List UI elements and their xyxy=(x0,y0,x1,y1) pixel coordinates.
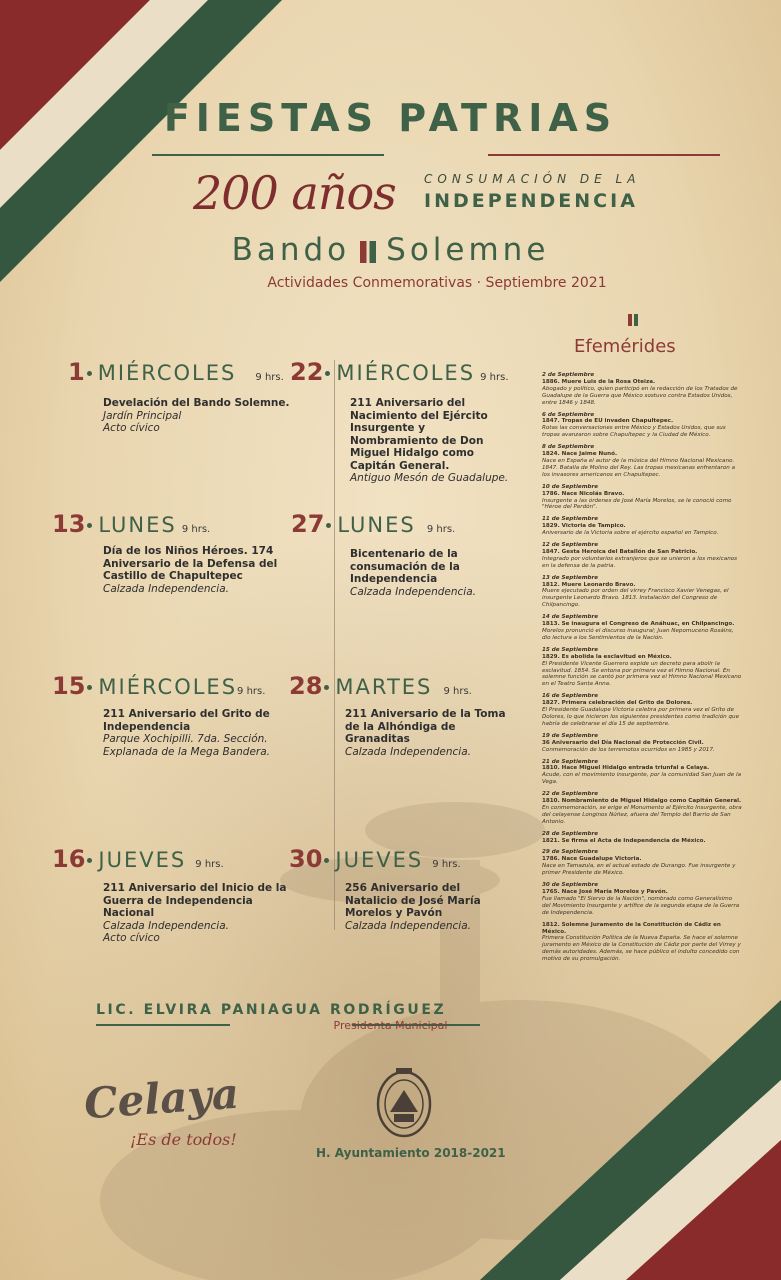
efemeride-note: Nace en Tamazula, en el actual estado de Durango. Fue insurgente y primer Presidente de México. xyxy=(542,863,736,877)
event-header xyxy=(289,845,461,873)
efemeride-note: En conmemoración, se erige el Monumento al Ejército Insurgente, obra del celayense Longinos Núñez, afuera del Templo del Barrio de San Antonio. xyxy=(542,804,742,825)
bullet-icon xyxy=(326,523,331,528)
efemeride-date: 15 de Septiembre xyxy=(542,646,599,653)
bullet-icon xyxy=(324,685,329,690)
event-day-number: 22 xyxy=(290,358,324,386)
efemeride-note: Aniversario de la Victoria sobre el ejército español en Tampico. xyxy=(542,530,719,537)
efemeride-date: 13 de Septiembre xyxy=(542,574,599,581)
efemeride-event: 1821. Se firma el Acta de Independencia de México. xyxy=(542,837,706,844)
event-details xyxy=(350,397,515,485)
event-weekday: MIÉRCOLES xyxy=(336,361,476,385)
divider-right xyxy=(488,154,720,156)
event-header xyxy=(290,358,509,386)
event-day-number: 13 xyxy=(52,510,86,538)
efemeride-note: El Presidente Guadalupe Victoria celebra por primera vez el Grito de Dolores, lo que hicieron los siguientes presidentes como tradición que habría de celebrarse el día 15 de septiembre. xyxy=(542,707,740,727)
efemeride-note: Morelos pronunció el discurso inaugural; Juan Nepomuceno Rosáins, dio lectura a los Sentimientos de la Nación. xyxy=(542,628,734,641)
municipal-crest-icon xyxy=(374,1064,434,1140)
event-place: Parque Xochipilli. 7da. Sección. xyxy=(103,733,268,745)
event-place: Calzada Independencia. xyxy=(103,582,229,595)
event-title: 211 Aniversario del Inicio de la Guerra de Independencia Nacional xyxy=(103,882,287,919)
anniversary-label: 200 años xyxy=(193,166,396,220)
efemeride-note: Rotas las conversaciones entre México y Estados Unidos, que sus tropas avanzaron sobre Chapultepec y la Ciudad de México. xyxy=(542,425,726,439)
event-details xyxy=(345,708,510,758)
efemeride-date: 28 de Septiembre xyxy=(542,830,599,837)
efemeride-event: 1829. Victoria de Tampico. xyxy=(542,523,626,530)
event-time: 9 hrs. xyxy=(480,372,509,383)
bullet-icon xyxy=(325,371,330,376)
efemeride-note: Insurgente a las órdenes de José María Morelos, se le conoció como "Héroe del Perdón". xyxy=(542,497,732,511)
divider-left xyxy=(152,154,384,156)
efemeride-event: 1765. Nace José María Morelos y Pavón. xyxy=(542,889,668,895)
actividades-subtitle: Actividades Conmemorativas · Septiembre 2021 xyxy=(267,275,607,291)
event-place: Antiguo Mesón de Guadalupe. xyxy=(350,472,509,484)
event-extra: Explanada de la Mega Bandera. xyxy=(103,745,271,758)
event-time: 9 hrs. xyxy=(237,686,266,697)
efemeride-event: 1847. Gesta Heroica del Batallón de San Patricio. xyxy=(542,548,698,555)
event-title: Bicentenario de la consumación de la Independencia xyxy=(350,548,460,585)
page-title: FIESTAS PATRIAS xyxy=(163,96,618,140)
efemeride-item xyxy=(542,849,742,877)
event-header xyxy=(52,672,265,700)
efemeride-event: 1810. Nombramiento de Miguel Hidalgo como Capitán General. xyxy=(542,798,742,805)
efemeride-date: 19 de Septiembre xyxy=(542,732,599,739)
efemeride-date: 30 de Septiembre xyxy=(542,882,599,889)
efemeride-date: 2 de Septiembre xyxy=(542,372,595,378)
event-day-number: 27 xyxy=(291,510,325,538)
efemeride-item xyxy=(542,542,742,570)
efemeride-item xyxy=(542,759,742,787)
flag-icon xyxy=(360,241,376,263)
efemeride-date: 10 de Septiembre xyxy=(542,483,599,490)
efemeride-event: 36 Aniversario del Día Nacional de Protección Civil. xyxy=(542,739,704,746)
efemerides-title: Efemérides xyxy=(574,336,676,357)
efemeride-note: Fue llamado "El Siervo de la Nación", nombrado como Generalísimo del Movimiento Insurgente y artífice de la segunda etapa de la Guerra de Independencia. xyxy=(542,895,740,916)
event-place: Calzada Independencia. xyxy=(345,745,471,758)
efemeride-item xyxy=(542,791,742,826)
efemeride-note: Muere ejecutado por orden del virrey Francisco Xavier Venegas, el insurgente Leonardo Bravo. 1813. Instalación del Congreso de Chilpancingo. xyxy=(542,588,729,609)
efemeride-event: 1827. Primera celebración del Grito de Dolores. xyxy=(542,700,693,707)
bullet-icon xyxy=(87,858,92,863)
consumacion-label: CONSUMACIÓN DE LA xyxy=(424,172,641,186)
efemeride-date: 14 de Septiembre xyxy=(542,614,599,621)
event-weekday: JUEVES xyxy=(98,848,187,872)
efemeride-date: 16 de Septiembre xyxy=(542,693,599,700)
event-place: Calzada Independencia. xyxy=(345,919,471,932)
event-details xyxy=(103,397,293,435)
efemeride-item xyxy=(542,575,742,610)
event-details xyxy=(350,548,500,598)
event-header xyxy=(289,672,472,700)
efemerides-list xyxy=(542,367,742,963)
bullet-icon xyxy=(87,371,92,376)
efemeride-event: 1786. Nace Guadalupe Victoria. xyxy=(542,856,642,863)
efemeride-event: 1812. Solemne Juramento de la Constitución de Cádiz en México. xyxy=(542,921,721,935)
event-time: 9 hrs. xyxy=(443,686,472,697)
event-weekday: JUEVES xyxy=(335,848,424,872)
efemeride-date: 12 de Septiembre xyxy=(542,542,599,549)
efemeride-event: 1812. Muere Leonardo Bravo. xyxy=(542,581,636,588)
event-title: 211 Aniversario de la Toma de la Alhóndiga de Granaditas xyxy=(345,708,506,745)
efemeride-item xyxy=(542,484,742,512)
event-title: 211 Aniversario del Nacimiento del Ejército Insurgente y Nombramiento de Don Miguel Hidalgo como Capitán General. xyxy=(350,397,488,472)
event-place: Calzada Independencia. xyxy=(350,585,476,598)
event-header xyxy=(291,510,455,538)
efemeride-event: 1829. Es abolida la esclavitud en México. xyxy=(542,653,672,660)
event-day-number: 16 xyxy=(52,845,86,873)
event-weekday: LUNES xyxy=(337,513,416,537)
president-role: Presidenta Municipal xyxy=(333,1019,448,1032)
event-time: 9 hrs. xyxy=(255,372,284,383)
efemeride-date: 22 de Septiembre xyxy=(542,791,599,798)
independencia-label: INDEPENDENCIA xyxy=(424,190,638,212)
event-header xyxy=(52,845,224,873)
event-header xyxy=(52,510,210,538)
ayuntamiento-label: H. Ayuntamiento 2018-2021 xyxy=(316,1146,506,1160)
event-time: 9 hrs. xyxy=(181,524,211,535)
efemeride-item xyxy=(542,922,742,963)
event-details xyxy=(103,708,293,758)
efemeride-event: 1886. Muere Luis de la Rosa Oteiza. xyxy=(542,378,656,385)
efemeride-note: Primera Constitución Política de la Nueva España. Se hace el solemne juramento en México de la Constitución de Cádiz por parte del Virrey y demás autoridades. Además, se hace público el indulto concedido con motivo de su promulgación. xyxy=(542,935,741,963)
president-name: LIC. ELVIRA PANIAGUA RODRÍGUEZ xyxy=(96,1002,447,1018)
event-weekday: MARTES xyxy=(335,675,433,699)
event-time: 9 hrs. xyxy=(195,859,224,870)
efemeride-item xyxy=(542,831,742,845)
bando-word: Bando xyxy=(231,232,351,268)
efemeride-event: 1813. Se inaugura el Congreso de Anáhuac, en Chilpancingo. xyxy=(542,621,735,628)
efemeride-item xyxy=(542,444,742,479)
event-place: Calzada Independencia. xyxy=(103,919,229,932)
efemeride-event: 1810. Hace Miguel Hidalgo entrada triunfal a Celaya. xyxy=(542,765,710,772)
bando-solemne-title xyxy=(0,232,781,268)
celaya-logo: Celaya xyxy=(82,1068,241,1129)
event-place: Jardín Principal xyxy=(103,409,182,422)
efemeride-date: 29 de Septiembre xyxy=(542,849,599,856)
efemeride-item xyxy=(542,614,742,642)
event-details xyxy=(103,545,293,595)
event-day-number: 28 xyxy=(289,672,323,700)
efemeride-date: 6 de Septiembre xyxy=(542,411,595,418)
event-day-number: 15 xyxy=(52,672,86,700)
event-weekday: MIÉRCOLES xyxy=(98,675,238,699)
efemeride-item xyxy=(542,733,742,754)
efemeride-event: 1824. Nace Jaime Nunó. xyxy=(542,451,618,458)
celaya-slogan: ¡Es de todos! xyxy=(130,1130,237,1149)
event-title: Develación del Bando Solemne. xyxy=(103,397,290,409)
event-weekday: LUNES xyxy=(98,513,177,537)
efemeride-date: 21 de Septiembre xyxy=(542,758,599,765)
efemeride-event: 1786. Nace Nicolás Bravo. xyxy=(542,490,625,497)
efemeride-note: El Presidente Vicente Guerrero expide un decreto para abolir la esclavitud. 1854. Se entona por primera vez el Himno Nacional. En solemne función se cantó por primera vez el Himno Nacional Mexicano en el Teatro Santa Anna. xyxy=(542,660,742,688)
efemeride-item xyxy=(542,372,742,407)
solemne-word: Solemne xyxy=(386,232,550,268)
efemeride-event: 1847. Tropas de EU invaden Chapultepec. xyxy=(542,418,674,425)
efemeride-date: 8 de Septiembre xyxy=(542,444,595,451)
efemeride-item xyxy=(542,516,742,537)
event-header xyxy=(68,358,284,386)
efemeride-note: Abogado y político, quien participó en la redacción de los Tratados de Guadalupe de la Guerra que México sostuvo contra Estados Unidos, entre 1846 y 1848. xyxy=(542,385,738,406)
efemeride-item xyxy=(542,647,742,688)
event-time: 9 hrs. xyxy=(432,859,461,870)
event-day-number: 30 xyxy=(289,845,323,873)
efemeride-date: 11 de Septiembre xyxy=(542,516,599,523)
event-details xyxy=(103,882,293,945)
efemeride-item xyxy=(542,882,742,917)
efemeride-note: Conmemoración de los terremotos ocurridos en 1985 y 2017. xyxy=(542,746,715,753)
bullet-icon xyxy=(324,858,329,863)
flag-icon xyxy=(628,314,638,326)
efemeride-item xyxy=(542,693,742,728)
event-extra: Acto cívico xyxy=(103,422,160,434)
efemeride-note: Acude, con el movimiento insurgente, por la comunidad San Juan de la Vega. xyxy=(542,772,742,786)
event-day-number: 1 xyxy=(68,358,85,386)
event-title: 256 Aniversario del Natalicio de José María Morelos y Pavón xyxy=(345,882,481,919)
bullet-icon xyxy=(87,523,92,528)
bullet-icon xyxy=(87,685,92,690)
efemeride-item xyxy=(542,412,742,440)
event-title: 211 Aniversario del Grito de Independencia xyxy=(103,708,270,733)
event-time: 9 hrs. xyxy=(426,524,456,535)
event-details xyxy=(345,882,510,932)
event-extra: Acto cívico xyxy=(103,932,160,944)
efemeride-note: Integrado por voluntarios extranjeros que se unieron a los mexicanos en la defensa de la patria. xyxy=(542,555,738,569)
event-title: Día de los Niños Héroes. 174 Aniversario de la Defensa del Castillo de Chapultepec xyxy=(103,545,278,582)
event-weekday: MIÉRCOLES xyxy=(97,361,237,385)
efemeride-note: Nace en España el autor de la música del Himno Nacional Mexicano. 1847. Batalla de Molino del Rey. Las tropas mexicanas enfrentaron a los invasores americanos en Chapultepec. xyxy=(542,457,736,478)
